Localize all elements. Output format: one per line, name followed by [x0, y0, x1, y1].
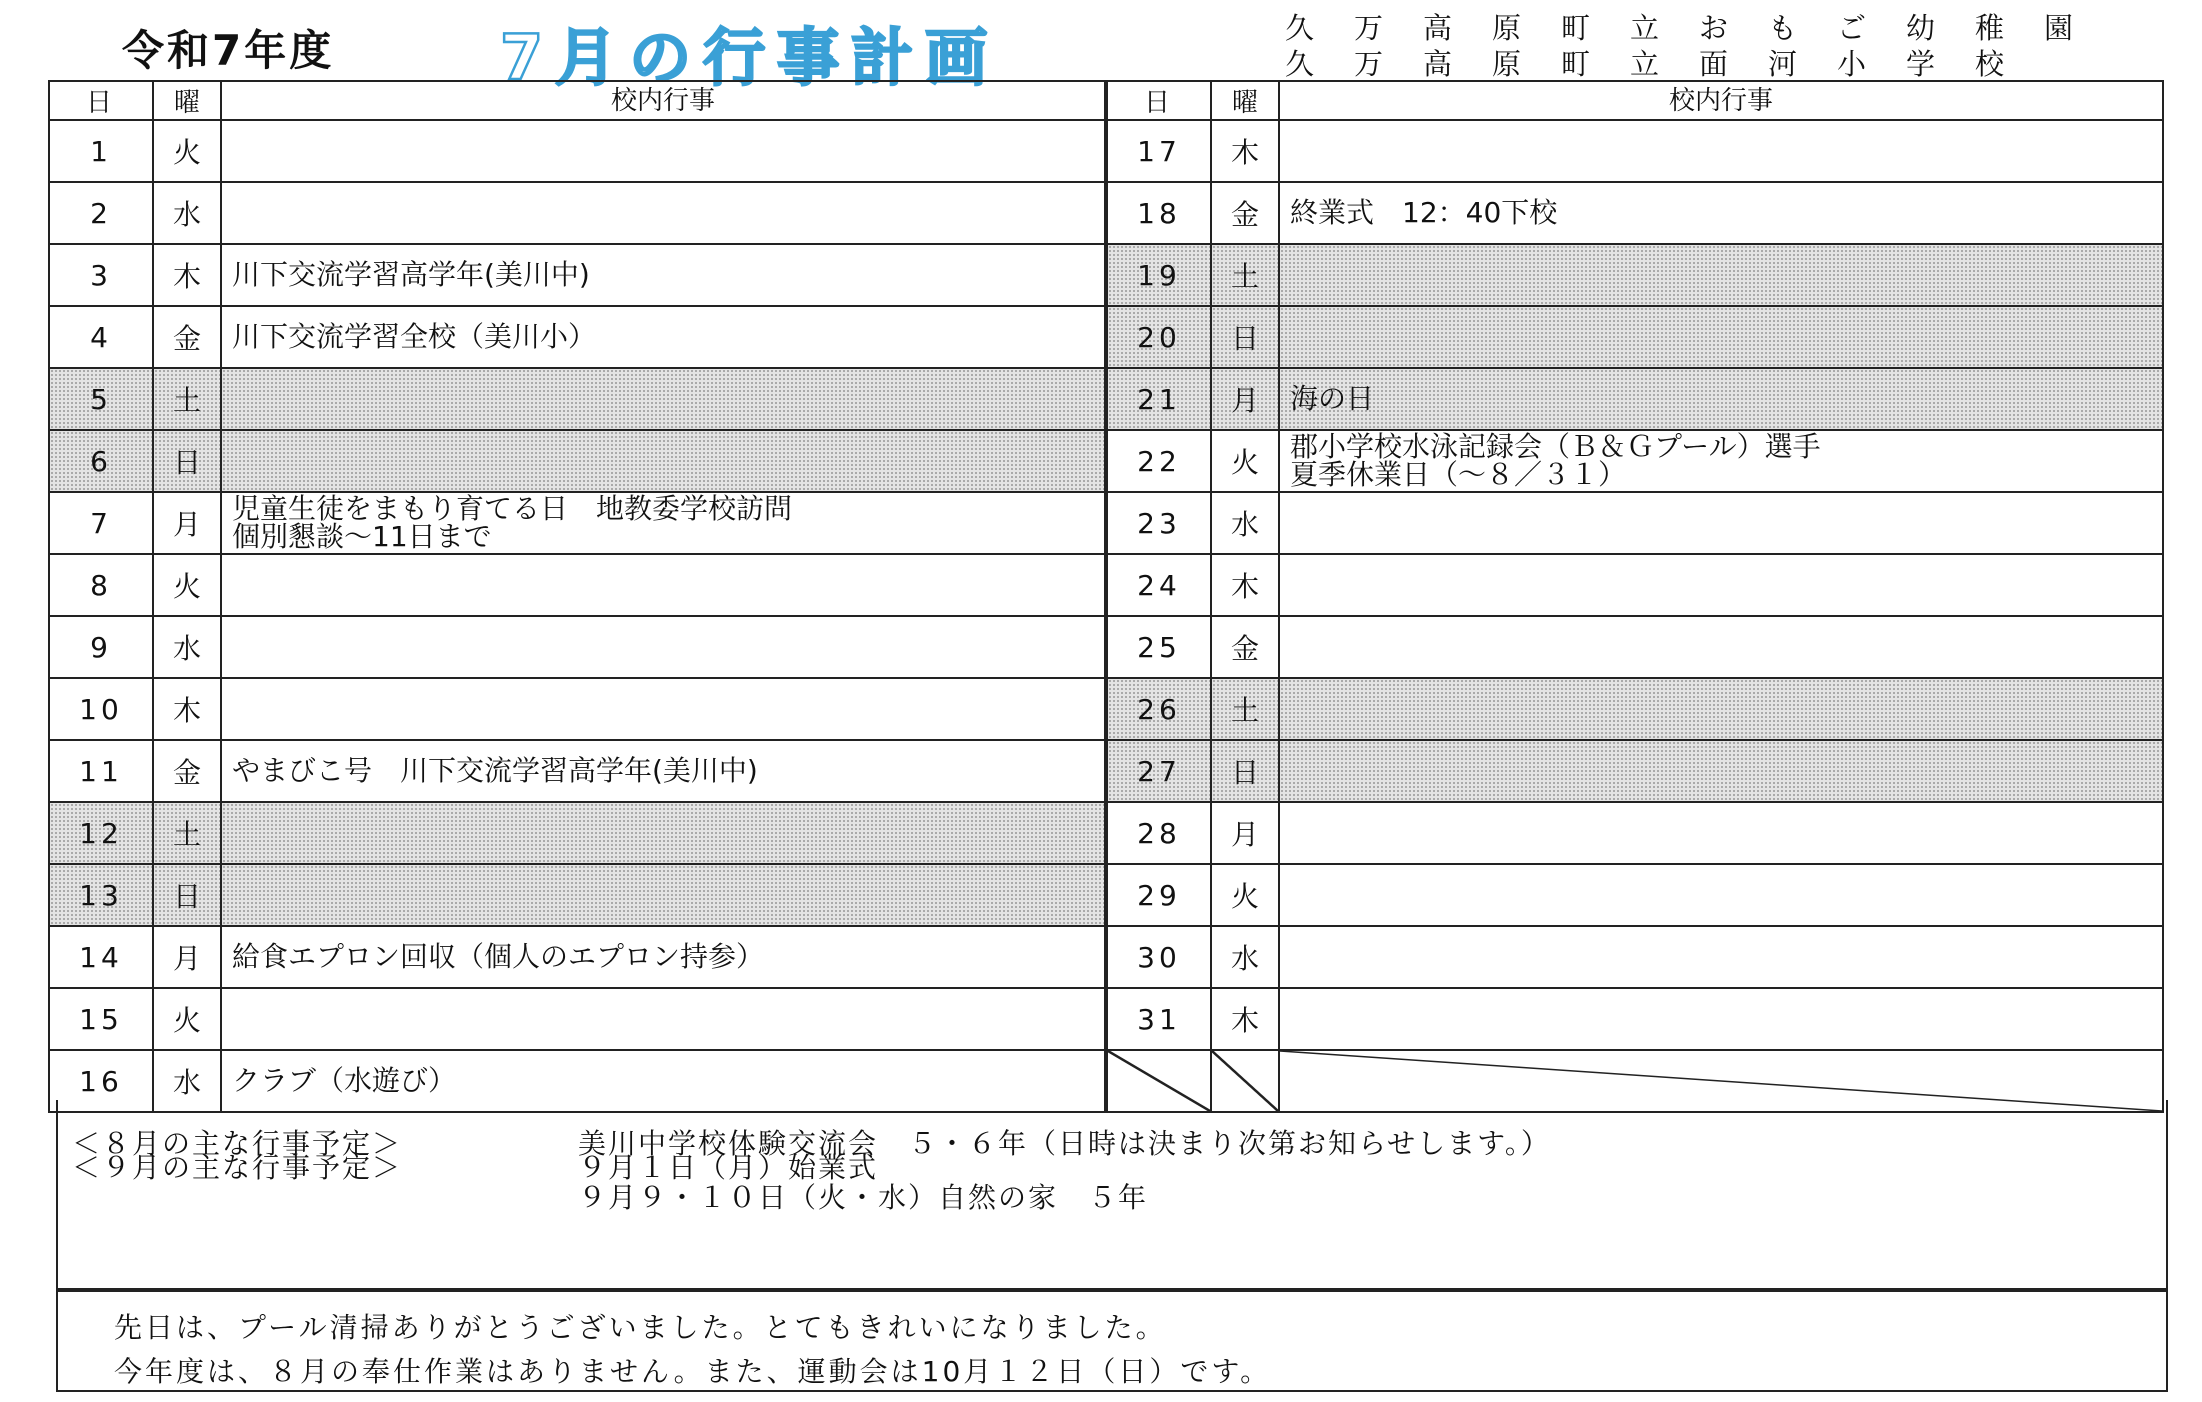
calendar-table-left	[48, 80, 1106, 1113]
weekday-cell: 金	[1211, 182, 1279, 244]
day-cell: 2	[49, 182, 153, 244]
footer-line-2: 今年度は、８月の奉仕作業はありません。また、運動会は10月１２日（日）です。	[114, 1355, 1272, 1388]
table-row	[49, 306, 1105, 368]
table-row	[49, 678, 1105, 740]
table-row	[49, 554, 1105, 616]
day-cell: 15	[49, 988, 153, 1050]
table-row	[49, 120, 1105, 182]
event-cell	[221, 988, 1105, 1050]
weekday-cell: 日	[153, 864, 221, 926]
table-row	[49, 988, 1105, 1050]
table-row	[1107, 368, 2163, 430]
day-cell: 5	[49, 368, 153, 430]
weekday-cell: 木	[1211, 120, 1279, 182]
weekday-cell: 日	[1211, 740, 1279, 802]
upcoming-events-section	[56, 1100, 2168, 1290]
weekday-cell: 火	[153, 554, 221, 616]
day-cell: 13	[49, 864, 153, 926]
august-event: 美川中学校体験交流会 ５・６年（日時は決まり次第お知らせします。）	[578, 1127, 1551, 1160]
august-label: ＜８月の主な行事予定＞	[72, 1127, 403, 1160]
weekday-cell: 水	[1211, 492, 1279, 554]
event-cell	[1279, 554, 2163, 616]
day-cell: 18	[1107, 182, 1211, 244]
event-cell	[221, 430, 1105, 492]
page-title: 7月の行事計画	[500, 21, 1000, 94]
event-cell	[221, 864, 1105, 926]
table-row	[1107, 306, 2163, 368]
event-text-line2: 夏季休業日（～８／３１）	[1290, 458, 1627, 491]
weekday-cell: 水	[153, 182, 221, 244]
weekday-cell: 火	[1211, 864, 1279, 926]
header-weekday: 曜	[153, 81, 221, 120]
weekday-cell: 火	[153, 988, 221, 1050]
event-cell	[221, 182, 1105, 244]
day-cell: 3	[49, 244, 153, 306]
day-cell: 17	[1107, 120, 1211, 182]
weekday-cell: 土	[153, 802, 221, 864]
event-cell	[1279, 802, 2163, 864]
weekday-cell: 水	[153, 1050, 221, 1112]
day-cell: 27	[1107, 740, 1211, 802]
weekday-cell: 火	[153, 120, 221, 182]
day-cell: 8	[49, 554, 153, 616]
header-day: 日	[1107, 81, 1211, 120]
school-name-text: 久万高原町立おもご幼稚園	[1285, 11, 2114, 45]
day-cell: 19	[1107, 244, 1211, 306]
day-cell: 26	[1107, 678, 1211, 740]
weekday-cell: 日	[153, 430, 221, 492]
event-text: 終業式 12：40下校	[1290, 196, 1558, 229]
header-weekday: 曜	[1211, 81, 1279, 120]
event-cell	[1279, 430, 2163, 492]
header-events: 校内行事	[1279, 81, 2163, 120]
table-row	[1107, 182, 2163, 244]
event-cell	[221, 368, 1105, 430]
day-cell: 1	[49, 120, 153, 182]
document-header	[0, 0, 2202, 94]
school-name-kindergarten	[1285, 6, 2145, 47]
day-cell: 20	[1107, 306, 1211, 368]
calendar-table-right	[1106, 80, 2164, 1113]
weekday-cell: 月	[1211, 802, 1279, 864]
day-cell: 16	[49, 1050, 153, 1112]
day-cell: 14	[49, 926, 153, 988]
day-cell: 29	[1107, 864, 1211, 926]
event-text: 郡小学校水泳記録会（Ｂ＆Ｇプール）選手	[1290, 430, 1821, 463]
table-row	[1107, 120, 2163, 182]
table-row	[1107, 244, 2163, 306]
event-text: 児童生徒をまもり育てる日 地教委学校訪問	[232, 492, 793, 525]
table-row	[49, 616, 1105, 678]
day-cell: 25	[1107, 616, 1211, 678]
event-text: やまびこ号 川下交流学習高学年(美川中)	[232, 754, 758, 787]
table-row	[1107, 554, 2163, 616]
day-cell: 23	[1107, 492, 1211, 554]
table-row	[49, 368, 1105, 430]
weekday-cell: 水	[1211, 926, 1279, 988]
table-row	[1107, 678, 2163, 740]
weekday-cell: 火	[1211, 430, 1279, 492]
weekday-cell: 木	[1211, 554, 1279, 616]
event-cell	[221, 554, 1105, 616]
weekday-cell: 金	[153, 306, 221, 368]
day-cell: 30	[1107, 926, 1211, 988]
event-cell	[221, 926, 1105, 988]
event-cell	[1279, 616, 2163, 678]
day-cell: 4	[49, 306, 153, 368]
september-event-1: ９月１日（月）始業式	[578, 1151, 879, 1184]
table-row	[1107, 430, 2163, 492]
table-row	[49, 802, 1105, 864]
event-cell	[1279, 926, 2163, 988]
event-cell	[1279, 988, 2163, 1050]
event-cell	[221, 120, 1105, 182]
table-header-row	[49, 81, 1105, 120]
event-cell	[1279, 678, 2163, 740]
event-cell	[1279, 120, 2163, 182]
day-cell: 7	[49, 492, 153, 554]
day-cell: 21	[1107, 368, 1211, 430]
table-row	[49, 740, 1105, 802]
september-label: ＜９月の主な行事予定＞	[72, 1151, 403, 1184]
day-cell: 24	[1107, 554, 1211, 616]
event-cell	[1279, 182, 2163, 244]
weekday-cell: 日	[1211, 306, 1279, 368]
table-row	[1107, 492, 2163, 554]
table-row	[1107, 988, 2163, 1050]
event-cell	[221, 802, 1105, 864]
day-cell: 11	[49, 740, 153, 802]
event-text: 給食エプロン回収（個人のエプロン持参）	[232, 940, 765, 973]
school-name-elementary	[1285, 42, 2145, 83]
event-text: 川下交流学習高学年(美川中)	[232, 258, 590, 291]
table-row	[1107, 616, 2163, 678]
weekday-cell: 土	[153, 368, 221, 430]
table-row	[49, 244, 1105, 306]
september-event-2: ９月９・１０日（火・水）自然の家 ５年	[578, 1181, 1149, 1214]
table-row	[1107, 802, 2163, 864]
event-text-line2: 個別懇談～11日まで	[232, 520, 492, 553]
event-cell	[221, 492, 1105, 554]
table-header-row	[1107, 81, 2163, 120]
event-text: クラブ（水遊び）	[232, 1064, 457, 1097]
footer-line-1: 先日は、プール清掃ありがとうございました。とてもきれいになりました。	[114, 1311, 1167, 1344]
weekday-cell: 土	[1211, 678, 1279, 740]
weekday-cell: 金	[153, 740, 221, 802]
weekday-cell: 金	[1211, 616, 1279, 678]
event-cell	[1279, 244, 2163, 306]
weekday-cell: 木	[1211, 988, 1279, 1050]
event-cell	[221, 740, 1105, 802]
table-row	[49, 182, 1105, 244]
event-cell	[1279, 740, 2163, 802]
day-cell: 9	[49, 616, 153, 678]
event-cell	[1279, 306, 2163, 368]
header-day: 日	[49, 81, 153, 120]
event-cell	[221, 244, 1105, 306]
event-cell	[221, 678, 1105, 740]
day-cell: 31	[1107, 988, 1211, 1050]
weekday-cell: 水	[153, 616, 221, 678]
weekday-cell: 木	[153, 678, 221, 740]
weekday-cell: 月	[153, 492, 221, 554]
fiscal-year: 令和7年度	[122, 26, 335, 75]
day-cell: 6	[49, 430, 153, 492]
weekday-cell: 月	[1211, 368, 1279, 430]
event-text: 川下交流学習全校（美川小）	[232, 320, 597, 353]
event-cell	[1279, 864, 2163, 926]
event-cell	[221, 306, 1105, 368]
header-events: 校内行事	[221, 81, 1105, 120]
table-row	[49, 864, 1105, 926]
day-cell: 22	[1107, 430, 1211, 492]
table-row	[1107, 926, 2163, 988]
table-row	[49, 492, 1105, 554]
event-cell	[1279, 492, 2163, 554]
table-row	[1107, 740, 2163, 802]
weekday-cell: 月	[153, 926, 221, 988]
day-cell: 10	[49, 678, 153, 740]
event-text: 海の日	[1290, 382, 1375, 415]
event-cell	[221, 616, 1105, 678]
table-row	[49, 430, 1105, 492]
table-row	[1107, 864, 2163, 926]
day-cell: 12	[49, 802, 153, 864]
school-name-text: 久万高原町立面河小学校	[1285, 47, 2045, 81]
event-cell	[1279, 368, 2163, 430]
day-cell: 28	[1107, 802, 1211, 864]
footer-message	[56, 1290, 2168, 1392]
table-row	[49, 926, 1105, 988]
weekday-cell: 木	[153, 244, 221, 306]
weekday-cell: 土	[1211, 244, 1279, 306]
